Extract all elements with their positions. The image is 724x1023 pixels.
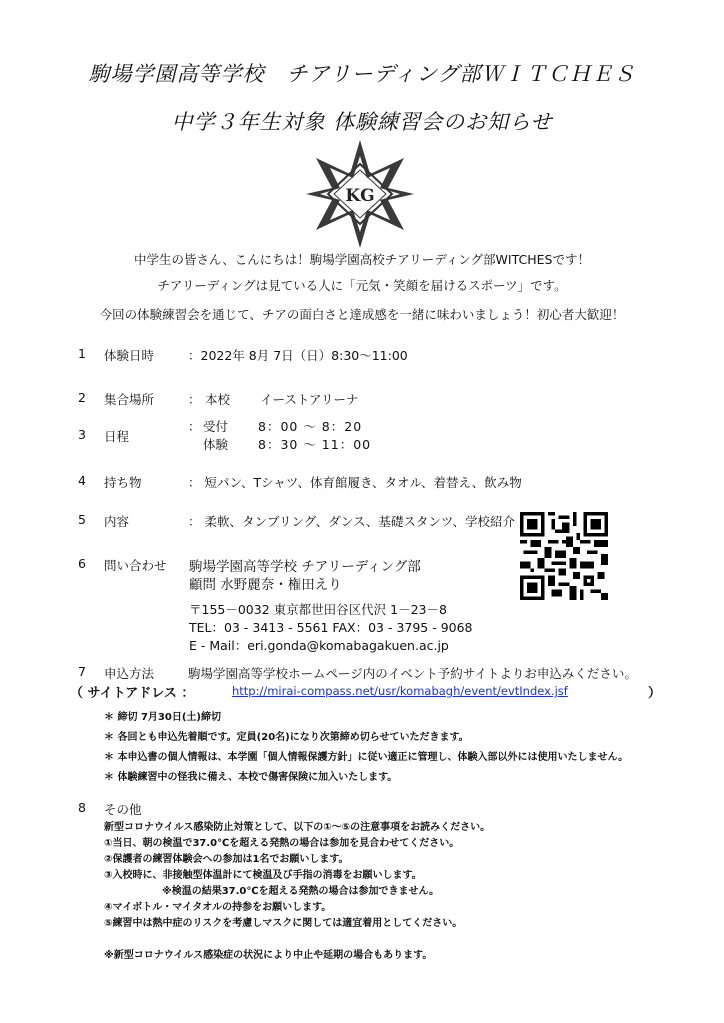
- item-8-number: 8: [78, 800, 86, 815]
- qr-code: [520, 512, 608, 600]
- item-1-value: ：2022年 8月 7日（日）8:30～11:00: [188, 348, 408, 363]
- covid-note-intro: 新型コロナウイルス感染防止対策として、以下の①～⑤の注意事項をお読みください。: [104, 822, 491, 833]
- item-3-row-2-time: 8：30 ～ 11：00: [258, 437, 372, 452]
- item-1-number: 1: [78, 346, 86, 361]
- page-title: 駒場学園高等学校 チアリーディング部ＷＩＴＣＨＥＳ: [88, 62, 636, 86]
- item-3-row-1-time: 8：00 ～ 8：20: [258, 419, 363, 434]
- item-5-number: 5: [78, 512, 86, 527]
- site-address-label: （ サイトアドレス ：: [70, 686, 195, 701]
- item-8-label: その他: [104, 802, 142, 817]
- item-4-number: 4: [78, 473, 86, 488]
- covid-note-4: ④マイボトル・マイタオルの持参をお願いします。: [104, 902, 332, 913]
- item-2-colon: ：: [188, 392, 201, 407]
- item-5-value: ： 柔軟、タンブリング、ダンス、基礎スタンツ、学校紹介: [188, 514, 515, 529]
- covid-note-3-sub: ※検温の結果37.0℃を超える発熱の場合は参加できません。: [162, 886, 440, 897]
- intro-line-2: チアリーディングは見ている人に「元気・笑顔を届けるスポーツ」です。: [157, 278, 567, 293]
- intro-line-1: 中学生の皆さん、こんにちは！駒場学園高校チアリーディング部WITCHESです！: [134, 252, 590, 267]
- note-first-come: ＊ 各回とも申込先着順です。定員(20名)になり次第締め切らせていただきます。: [104, 732, 469, 743]
- covid-note-5: ⑤練習中は熱中症のリスクを考慮しマスクに関しては適宜着用としてください。: [104, 918, 463, 929]
- contact-address: 〒155－0032 東京都世田谷区代沢 1－23－8: [189, 602, 447, 617]
- item-6-number: 6: [78, 556, 86, 571]
- note-privacy: ＊ 本申込書の個人情報は、本学園「個人情報保護方針」に従い適正に管理し、体験入部以外には使用いたしません。: [104, 752, 629, 763]
- note-insurance: ＊ 体験練習中の怪我に備え、本校で傷害保険に加入いたします。: [104, 772, 398, 783]
- intro-line-3: 今回の体験練習会を通じて、チアの面白さと達成感を一緒に味わいましょう！初心者大歓迎！: [99, 307, 625, 322]
- site-address-close: ）: [648, 686, 662, 701]
- item-1-label: 体験日時: [104, 348, 155, 363]
- item-4-label: 持ち物: [104, 475, 142, 490]
- page-subtitle: 中学３年生対象 体験練習会のお知らせ: [171, 110, 553, 134]
- item-3-colon: ：: [188, 419, 201, 434]
- contact-advisor: 顧問 水野麗奈・権田えり: [189, 577, 342, 593]
- note-deadline: ＊ 締切 7月30日(土)締切: [104, 712, 221, 723]
- contact-tel-fax: TEL：03 - 3413 - 5561 FAX：03 - 3795 - 9068: [189, 620, 473, 635]
- logo-text: KG: [345, 186, 375, 206]
- covid-note-3: ③入校時に、非接触型体温計にて検温及び手指の消毒をお願いします。: [104, 870, 422, 881]
- contact-organization: 駒場学園高等学校 チアリーディング部: [189, 559, 421, 575]
- item-7-value: 駒場学園高等学校ホームページ内のイベント予約サイトよりお申込みください。: [188, 666, 637, 681]
- item-3-row-2-label: 体験: [203, 437, 229, 452]
- item-7-number: 7: [78, 664, 86, 679]
- event-site-link[interactable]: http://mirai-compass.net/usr/komabagh/event/evtIndex.jsf: [232, 684, 568, 698]
- item-2-number: 2: [78, 390, 86, 405]
- item-3-row-1-label: 受付: [203, 419, 229, 434]
- item-2-label: 集合場所: [104, 392, 155, 407]
- item-3-label: 日程: [104, 429, 130, 444]
- item-2-value-1: 本校: [205, 392, 231, 407]
- covid-footer-note: ※新型コロナウイルス感染症の状況により中止や延期の場合もあります。: [104, 950, 433, 961]
- item-3-number: 3: [78, 427, 86, 442]
- club-logo: [304, 138, 416, 250]
- item-4-value: ： 短パン、Tシャツ、体育館履き、タオル、着替え、飲み物: [188, 475, 522, 490]
- covid-note-2: ②保護者の練習体験会への参加は1名でお願いします。: [104, 854, 349, 865]
- item-6-label: 問い合わせ: [104, 558, 167, 573]
- item-2-value-2: イーストアリーナ: [260, 392, 359, 407]
- contact-email: E - Mail：eri.gonda@komabagakuen.ac.jp: [189, 638, 449, 653]
- covid-note-1: ①当日、朝の検温で37.0℃を超える発熱の場合は参加を見合わせてください。: [104, 838, 460, 849]
- item-7-label: 申込方法: [104, 666, 155, 681]
- item-5-label: 内容: [104, 514, 130, 529]
